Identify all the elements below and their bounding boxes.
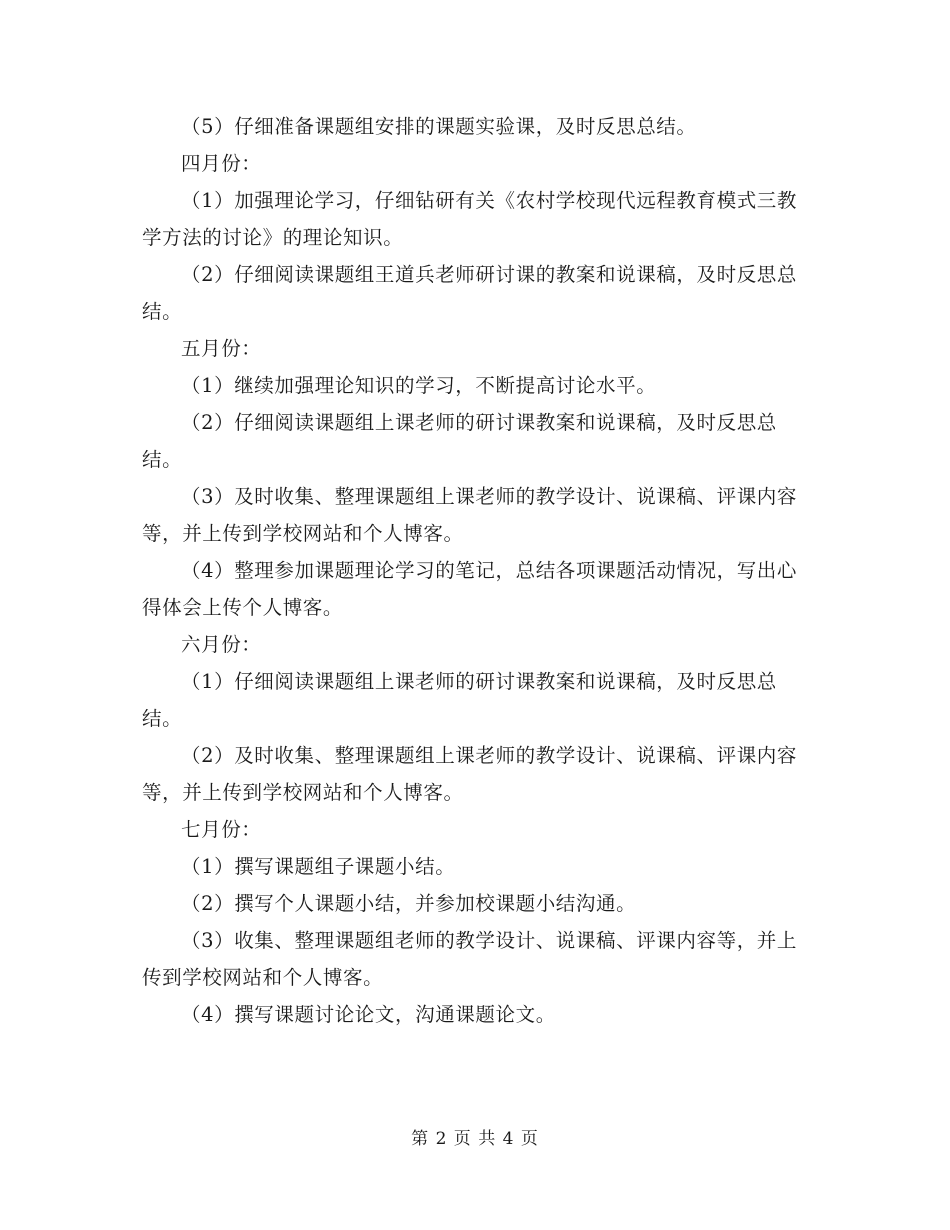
list-item: （1）撰写课题组子课题小结。 [181, 855, 456, 878]
list-item: （1）仔细阅读课题组上课老师的研讨课教案和说课稿，及时反思总结。 [142, 670, 777, 730]
list-item: （2）仔细阅读课题组王道兵老师研讨课的教案和说课稿，及时反思总结。 [142, 263, 798, 323]
list-item: （1）加强理论学习，仔细钻研有关《农村学校现代远程教育模式三教学方法的讨论》的理论知识。 [142, 189, 798, 249]
section-heading: 六月份： [181, 633, 262, 656]
list-item: （2）撰写个人课题小结，并参加校课题小结沟通。 [181, 892, 637, 915]
list-item: （4）整理参加课题理论学习的笔记，总结各项课题活动情况，写出心得体会上传个人博客。 [142, 559, 798, 619]
section-heading: 四月份： [181, 152, 262, 175]
list-item: （2）仔细阅读课题组上课老师的研讨课教案和说课稿，及时反思总结。 [142, 411, 777, 471]
section-heading: 五月份： [181, 337, 262, 360]
document-body [142, 108, 810, 1033]
list-item: （2）及时收集、整理课题组上课老师的教学设计、说课稿、评课内容等，并上传到学校网站和个人博客。 [142, 744, 798, 804]
page-footer [0, 1124, 950, 1149]
list-item: （3）收集、整理课题组老师的教学设计、说课稿、评课内容等，并上传到学校网站和个人博客。 [142, 929, 798, 989]
page-number-label: 第 2 页 共 4 页 [411, 1129, 539, 1149]
list-item: （5）仔细准备课题组安排的课题实验课，及时反思总结。 [181, 115, 697, 138]
list-item: （1）继续加强理论知识的学习，不断提高讨论水平。 [181, 374, 657, 397]
section-heading: 七月份： [181, 818, 262, 841]
list-item: （3）及时收集、整理课题组上课老师的教学设计、说课稿、评课内容等，并上传到学校网站和个人博客。 [142, 485, 798, 545]
list-item: （4）撰写课题讨论论文，沟通课题论文。 [181, 1003, 556, 1026]
